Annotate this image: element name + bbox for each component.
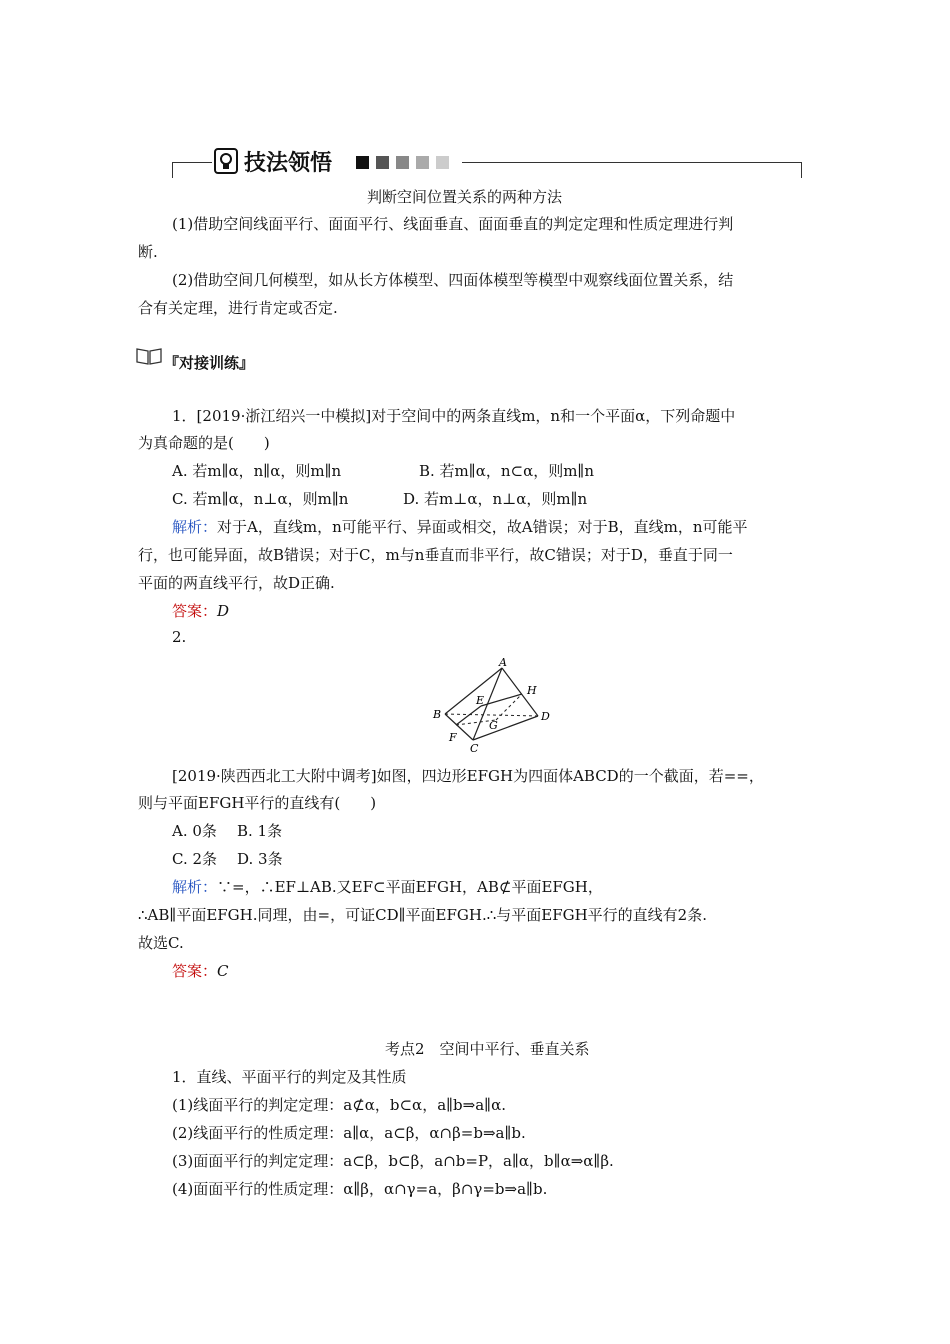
tetrahedron-figure bbox=[430, 656, 560, 756]
q1-analysis-line-2: 行，也可能异面，故B错误；对于C，m与n垂直而非平行，故C错误；对于D，垂直于同一 bbox=[138, 546, 733, 564]
edge-EF bbox=[456, 706, 481, 725]
edge-AB bbox=[445, 668, 502, 714]
training-title: 『对接训练』 bbox=[164, 354, 255, 372]
section2-heading: 1．直线、平面平行的判定及其性质 bbox=[172, 1068, 407, 1086]
q1-answer bbox=[172, 600, 229, 621]
q1-option-a: A. 若m∥α，n∥α，则m∥n bbox=[172, 462, 342, 480]
header-subtitle: 判断空间位置关系的两种方法 bbox=[367, 188, 563, 206]
square-4 bbox=[416, 156, 429, 169]
label-B: B bbox=[433, 708, 442, 721]
method-line-3: (2)借助空间几何模型，如从长方体模型、四面体模型等模型中观察线面位置关系，结 bbox=[172, 271, 734, 289]
edge-CD bbox=[473, 716, 538, 740]
header-tick-left bbox=[172, 162, 173, 178]
square-1 bbox=[356, 156, 369, 169]
edge-BD bbox=[445, 714, 538, 716]
q2-option-b: B. 1条 bbox=[237, 822, 283, 840]
square-3 bbox=[396, 156, 409, 169]
section2-line-3: (3)面面平行的判定定理：a⊂β，b⊂β，a∩b=P，a∥α，b∥α⇒α∥β. bbox=[172, 1152, 614, 1170]
header-squares bbox=[356, 156, 456, 170]
section2-line-4: (4)面面平行的性质定理：α∥β，α∩γ=a，β∩γ=b⇒a∥b. bbox=[172, 1180, 548, 1198]
label-A: A bbox=[499, 656, 507, 669]
q1-option-d: D. 若m⊥α，n⊥α，则m∥n bbox=[403, 490, 588, 508]
label-F: F bbox=[449, 731, 457, 744]
square-5 bbox=[436, 156, 449, 169]
q2-answer-value: C bbox=[217, 962, 229, 980]
q1-answer-value: D bbox=[217, 602, 230, 620]
q2-option-c: C. 2条 bbox=[172, 850, 218, 868]
label-D: D bbox=[541, 710, 550, 723]
label-C: C bbox=[470, 742, 479, 755]
method-line-2: 断. bbox=[138, 243, 158, 261]
header-rule-left bbox=[172, 162, 212, 163]
header-title: 技法领悟 bbox=[244, 151, 333, 176]
label-E: E bbox=[476, 694, 485, 707]
q2-stem-line-1: [2019·陕西西北工大附中调考]如图，四边形EFGH为四面体ABCD的一个截面，若==， bbox=[172, 767, 764, 785]
q1-answer-label: 答案： bbox=[172, 602, 218, 620]
method-line-4: 合有关定理，进行肯定或否定. bbox=[138, 299, 338, 317]
q2-stem-line-2: 则与平面EFGH平行的直线有( ) bbox=[138, 794, 377, 812]
q1-stem-line-1: 1．[2019·浙江绍兴一中模拟]对于空间中的两条直线m，n和一个平面α，下列命题中 bbox=[172, 407, 736, 425]
header-rule-right bbox=[462, 162, 802, 163]
q2-analysis-line-3: 故选C. bbox=[138, 934, 184, 952]
q2-number: 2. bbox=[172, 628, 187, 646]
q1-option-c: C. 若m∥α，n⊥α，则m∥n bbox=[172, 490, 349, 508]
label-G: G bbox=[489, 719, 498, 732]
q2-option-a: A. 0条 bbox=[172, 822, 217, 840]
q2-analysis-line-2: ∴AB∥平面EFGH.同理，由=，可证CD∥平面EFGH.∴与平面EFGH平行的直线有2条. bbox=[138, 906, 707, 924]
q2-analysis-text-1: ∵=，∴EF⊥AB.又EF⊂平面EFGH，AB⊄平面EFGH， bbox=[217, 878, 603, 896]
section2-title: 考点2 空间中平行、垂直关系 bbox=[385, 1040, 590, 1058]
q2-analysis-label: 解析： bbox=[172, 878, 218, 896]
book-icon bbox=[136, 347, 162, 365]
lightbulb-icon bbox=[214, 148, 238, 174]
section2-line-1: (1)线面平行的判定定理：a⊄α，b⊂α，a∥b⇒a∥α. bbox=[172, 1096, 507, 1114]
q2-answer-label: 答案： bbox=[172, 962, 218, 980]
label-H: H bbox=[527, 684, 537, 697]
q1-analysis-line-3: 平面的两直线平行，故D正确. bbox=[138, 574, 335, 592]
header-tick-right bbox=[801, 162, 802, 178]
q1-stem-line-2: 为真命题的是( ) bbox=[138, 434, 270, 452]
q2-answer bbox=[172, 960, 229, 981]
q1-analysis-text-1: 对于A，直线m，n可能平行、异面或相交，故A错误；对于B，直线m，n可能平 bbox=[217, 518, 748, 536]
edge-EH bbox=[481, 694, 522, 706]
method-line-1: (1)借助空间线面平行、面面平行、线面垂直、面面垂直的判定定理和性质定理进行判 bbox=[172, 215, 734, 233]
q1-option-b: B. 若m∥α，n⊂α，则m∥n bbox=[419, 462, 595, 480]
q2-option-d: D. 3条 bbox=[237, 850, 283, 868]
section2-line-2: (2)线面平行的性质定理：a∥α，a⊂β，α∩β=b⇒a∥b. bbox=[172, 1124, 526, 1142]
square-2 bbox=[376, 156, 389, 169]
q1-analysis-label: 解析： bbox=[172, 518, 218, 536]
q2-analysis-line-1 bbox=[172, 876, 603, 897]
q1-analysis-line-1 bbox=[172, 516, 747, 537]
